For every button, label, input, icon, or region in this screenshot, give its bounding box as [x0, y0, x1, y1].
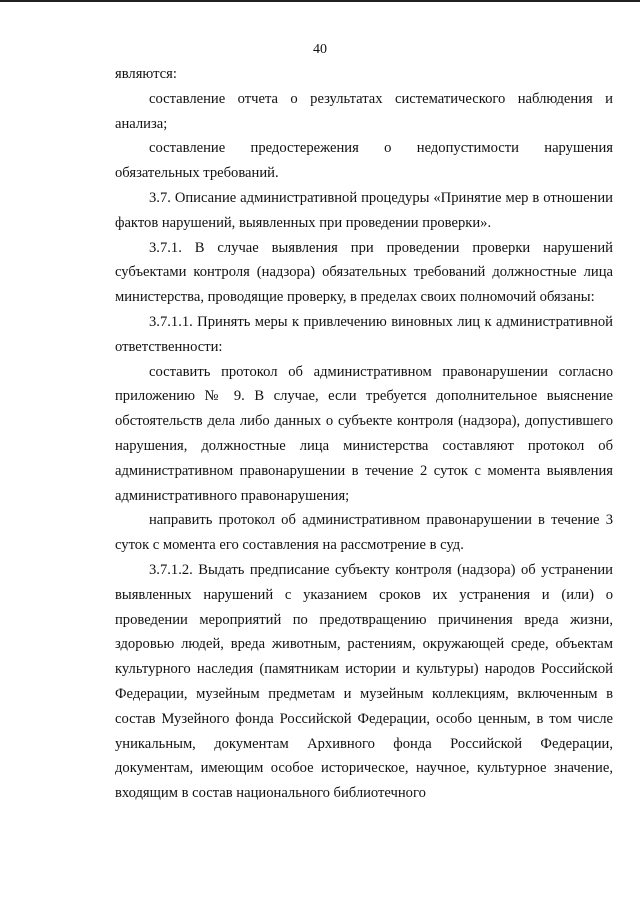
page-number: 40 — [313, 42, 327, 57]
paragraph-2: составление отчета о результатах систематического наблюдения и анализа; — [115, 90, 613, 132]
paragraph-3-7-1-1: 3.7.1.1. Принять меры к привлечению виновных лиц к административной ответственности: — [115, 313, 613, 355]
paragraph-send-protocol: направить протокол об административном правонарушении в течение 3 суток с момента его составления на рассмотрение в суд. — [115, 512, 613, 554]
top-border-line — [0, 0, 640, 6]
paragraph-1: являются: — [115, 66, 177, 82]
paragraph-3-7-1-2: 3.7.1.2. Выдать предписание субъекту контроля (надзора) об устранении выявленных нарушений с указанием сроков их устранения и (или) о проведении мероприятий по предотвращению причинения вреда жизни, здоровью людей, вреда животным, растениям, окружающей среде, объектам культурного наследия (памятникам истории и культуры) народов Российской Федерации, музейным предметам и музейным коллекциям, включенным в состав Музейного фонда Российской Федерации, особо ценным, в том числе уникальным, документам Архивного фонда Российской Федерации, документам, имеющим особое историческое, научное, культурное значение, входящим в состав национального библиотечного — [115, 561, 613, 802]
document-body — [115, 62, 613, 806]
paragraph-protocol: составить протокол об административном правонарушении согласно приложению № 9. В случае, если требуется дополнительное выяснение обстоятельств дела либо данных о субъекте контроля (надзора), допустившего нарушения, должностные лица министерства составляют протокол об административном правонарушении в течение 2 суток с момента выявления административного правонарушения; — [115, 363, 613, 504]
paragraph-3: составление предостережения о недопустимости нарушения обязательных требований. — [115, 140, 613, 182]
paragraph-3-7-1: 3.7.1. В случае выявления при проведении проверки нарушений субъектами контроля (надзора) обязательных требований должностные лица министерства, проводящие проверку, в пределах своих полномочий обязаны: — [115, 239, 613, 306]
paragraph-3-7-heading: 3.7. Описание административной процедуры «Принятие мер в отношении фактов нарушений, выявленных при проведении проверки». — [115, 189, 613, 231]
